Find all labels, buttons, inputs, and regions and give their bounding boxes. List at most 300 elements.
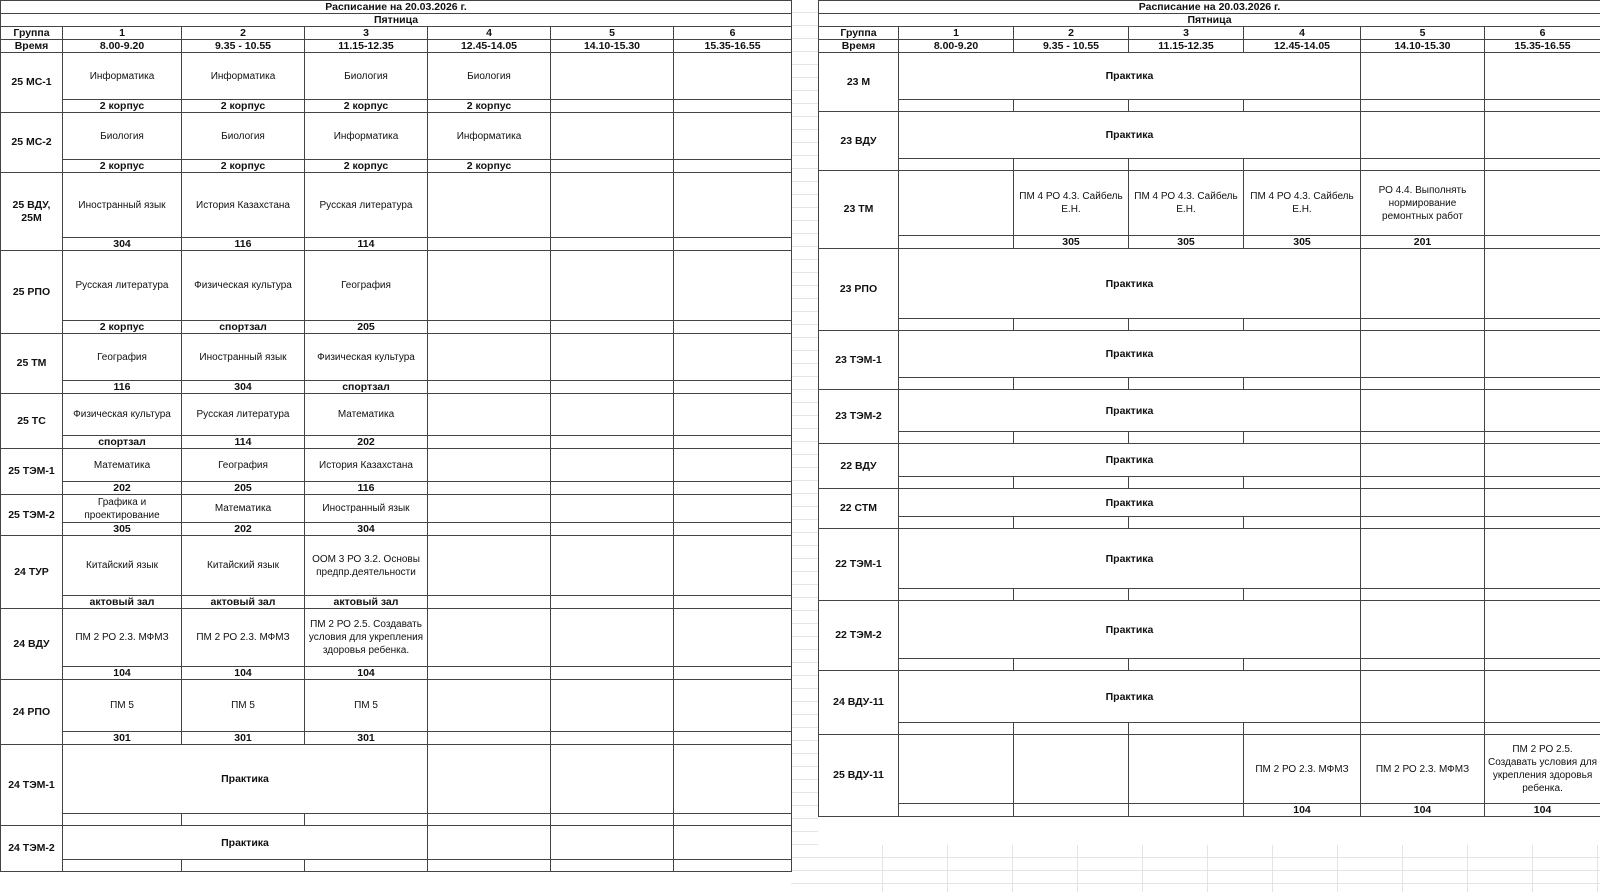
room-cell bbox=[1129, 659, 1244, 671]
room-cell: 2 корпус bbox=[305, 160, 428, 173]
subject-cell: Иностранный язык bbox=[63, 173, 182, 238]
group-name: 23 РПО bbox=[819, 249, 899, 331]
room-cell bbox=[551, 100, 674, 113]
room-cell bbox=[1244, 319, 1361, 331]
schedule-title: Расписание на 20.03.2026 г. bbox=[819, 1, 1600, 14]
room-cell: актовый зал bbox=[63, 596, 182, 609]
group-name: 24 ТЭМ-2 bbox=[1, 826, 63, 872]
subject-cell bbox=[551, 680, 674, 732]
room-cell bbox=[1014, 477, 1129, 489]
group-name: 25 ТС bbox=[1, 394, 63, 449]
room-cell bbox=[899, 432, 1014, 444]
empty-cell bbox=[1485, 601, 1600, 659]
group-column-header: Группа bbox=[1, 27, 63, 40]
subject-cell bbox=[674, 680, 792, 732]
room-cell bbox=[1129, 589, 1244, 601]
subject-cell: Информатика bbox=[63, 53, 182, 100]
room-cell: 304 bbox=[182, 381, 305, 394]
room-cell bbox=[1485, 236, 1600, 249]
subject-cell: ПМ 5 bbox=[63, 680, 182, 732]
subject-cell: ПМ 4 РО 4.3. Сайбель Е.Н. bbox=[1014, 171, 1129, 236]
room-cell: 202 bbox=[305, 436, 428, 449]
room-cell: 104 bbox=[63, 667, 182, 680]
empty-cell bbox=[551, 826, 674, 860]
room-cell: 2 корпус bbox=[428, 160, 551, 173]
room-cell bbox=[1485, 378, 1600, 390]
room-cell: 116 bbox=[305, 482, 428, 495]
room-cell bbox=[674, 436, 792, 449]
subject-cell bbox=[428, 609, 551, 667]
room-cell: 2 корпус bbox=[182, 100, 305, 113]
practice-cell: Практика bbox=[899, 112, 1361, 159]
room-cell: 116 bbox=[63, 381, 182, 394]
subject-cell: ПМ 2 РО 2.5. Создавать условия для укрепления здоровья ребенка. bbox=[1485, 735, 1600, 804]
practice-cell: Практика bbox=[63, 826, 428, 860]
room-cell bbox=[899, 319, 1014, 331]
pair-time-header: 15.35-16.55 bbox=[1485, 40, 1600, 53]
practice-cell: Практика bbox=[899, 489, 1361, 517]
empty-cell bbox=[674, 745, 792, 814]
room-cell bbox=[551, 667, 674, 680]
subject-cell: Биология bbox=[63, 113, 182, 160]
group-name: 23 ТЭМ-2 bbox=[819, 390, 899, 444]
pair-time-header: 11.15-12.35 bbox=[1129, 40, 1244, 53]
subject-cell bbox=[551, 495, 674, 523]
room-cell bbox=[899, 589, 1014, 601]
pair-time-header: 14.10-15.30 bbox=[551, 40, 674, 53]
empty-cell bbox=[1485, 444, 1600, 477]
subject-cell: Математика bbox=[63, 449, 182, 482]
subject-cell bbox=[428, 251, 551, 321]
subject-cell bbox=[428, 173, 551, 238]
pair-number-header: 6 bbox=[674, 27, 792, 40]
room-cell bbox=[428, 238, 551, 251]
schedule-table-left bbox=[0, 0, 792, 872]
empty-cell bbox=[1361, 390, 1485, 432]
room-cell bbox=[1361, 723, 1485, 735]
practice-cell: Практика bbox=[63, 745, 428, 814]
empty-cell bbox=[1361, 112, 1485, 159]
subject-cell: Иностранный язык bbox=[305, 495, 428, 523]
group-name: 23 ТМ bbox=[819, 171, 899, 249]
room-cell bbox=[1361, 589, 1485, 601]
room-cell: актовый зал bbox=[182, 596, 305, 609]
room-cell bbox=[1129, 723, 1244, 735]
room-cell bbox=[1129, 477, 1244, 489]
subject-cell: ПМ 4 РО 4.3. Сайбель Е.Н. bbox=[1244, 171, 1361, 236]
subject-cell bbox=[551, 394, 674, 436]
room-cell bbox=[1485, 517, 1600, 529]
group-name: 25 РПО bbox=[1, 251, 63, 334]
subject-cell bbox=[674, 609, 792, 667]
empty-cell bbox=[551, 745, 674, 814]
room-cell bbox=[1014, 378, 1129, 390]
room-cell bbox=[551, 321, 674, 334]
room-cell bbox=[1014, 517, 1129, 529]
room-cell bbox=[1014, 804, 1129, 817]
room-cell: 301 bbox=[63, 732, 182, 745]
pair-number-header: 1 bbox=[63, 27, 182, 40]
pair-time-header: 15.35-16.55 bbox=[674, 40, 792, 53]
room-cell bbox=[899, 159, 1014, 171]
room-cell bbox=[551, 160, 674, 173]
group-name: 25 МС-2 bbox=[1, 113, 63, 173]
group-name: 23 ТЭМ-1 bbox=[819, 331, 899, 390]
room-cell bbox=[1485, 659, 1600, 671]
room-cell bbox=[1361, 517, 1485, 529]
subject-cell: Биология bbox=[305, 53, 428, 100]
empty-cell bbox=[1361, 249, 1485, 319]
practice-cell: Практика bbox=[899, 601, 1361, 659]
room-cell bbox=[428, 381, 551, 394]
room-cell: 305 bbox=[1014, 236, 1129, 249]
group-name: 23 М bbox=[819, 53, 899, 112]
pair-number-header: 5 bbox=[1361, 27, 1485, 40]
subject-cell bbox=[428, 680, 551, 732]
room-cell: актовый зал bbox=[305, 596, 428, 609]
room-cell bbox=[305, 860, 428, 872]
room-cell bbox=[1485, 477, 1600, 489]
room-cell bbox=[674, 482, 792, 495]
room-cell bbox=[674, 100, 792, 113]
room-cell: 2 корпус bbox=[182, 160, 305, 173]
room-cell: 201 bbox=[1361, 236, 1485, 249]
room-cell bbox=[182, 814, 305, 826]
room-cell bbox=[428, 523, 551, 536]
room-cell: 205 bbox=[305, 321, 428, 334]
room-cell bbox=[1244, 100, 1361, 112]
empty-cell bbox=[1485, 249, 1600, 319]
room-cell: 304 bbox=[63, 238, 182, 251]
subject-cell bbox=[674, 495, 792, 523]
room-cell bbox=[1485, 159, 1600, 171]
empty-cell bbox=[1485, 331, 1600, 378]
room-cell bbox=[1361, 659, 1485, 671]
empty-cell bbox=[1361, 53, 1485, 100]
room-cell bbox=[1485, 100, 1600, 112]
subject-cell: Биология bbox=[428, 53, 551, 100]
room-cell bbox=[1129, 159, 1244, 171]
subject-cell: ПМ 2 РО 2.5. Создавать условия для укрепления здоровья ребенка. bbox=[305, 609, 428, 667]
subject-cell: ПМ 4 РО 4.3. Сайбель Е.Н. bbox=[1129, 171, 1244, 236]
empty-cell bbox=[1485, 671, 1600, 723]
room-cell bbox=[1485, 432, 1600, 444]
room-cell bbox=[1014, 659, 1129, 671]
subject-cell: Информатика bbox=[305, 113, 428, 160]
room-cell: 114 bbox=[305, 238, 428, 251]
subject-cell bbox=[674, 394, 792, 436]
group-name: 25 ТЭМ-1 bbox=[1, 449, 63, 495]
subject-cell: Иностранный язык bbox=[182, 334, 305, 381]
subject-cell: Русская литература bbox=[182, 394, 305, 436]
subject-cell: Информатика bbox=[428, 113, 551, 160]
subject-cell bbox=[674, 334, 792, 381]
pair-time-header: 11.15-12.35 bbox=[305, 40, 428, 53]
subject-cell: География bbox=[182, 449, 305, 482]
subject-cell: Китайский язык bbox=[63, 536, 182, 596]
group-name: 24 ВДУ-11 bbox=[819, 671, 899, 735]
group-name: 24 РПО bbox=[1, 680, 63, 745]
subject-cell bbox=[899, 171, 1014, 236]
room-cell bbox=[1014, 723, 1129, 735]
room-cell bbox=[428, 667, 551, 680]
room-cell: 104 bbox=[1244, 804, 1361, 817]
subject-cell bbox=[551, 53, 674, 100]
room-cell: 2 корпус bbox=[428, 100, 551, 113]
room-cell bbox=[1129, 804, 1244, 817]
empty-cell bbox=[1361, 489, 1485, 517]
room-cell bbox=[63, 814, 182, 826]
room-cell bbox=[428, 860, 551, 872]
room-cell bbox=[551, 814, 674, 826]
practice-cell: Практика bbox=[899, 529, 1361, 589]
subject-cell: ПМ 2 РО 2.3. МФМЗ bbox=[1361, 735, 1485, 804]
room-cell: 301 bbox=[305, 732, 428, 745]
room-cell bbox=[551, 523, 674, 536]
group-name: 24 ВДУ bbox=[1, 609, 63, 680]
room-cell bbox=[182, 860, 305, 872]
subject-cell bbox=[551, 449, 674, 482]
subject-cell bbox=[551, 609, 674, 667]
room-cell bbox=[674, 732, 792, 745]
subject-cell: Математика bbox=[305, 394, 428, 436]
room-cell bbox=[428, 732, 551, 745]
subject-cell: Графика и проектирование bbox=[63, 495, 182, 523]
practice-cell: Практика bbox=[899, 249, 1361, 319]
room-cell: 202 bbox=[63, 482, 182, 495]
pair-number-header: 4 bbox=[1244, 27, 1361, 40]
room-cell: 305 bbox=[63, 523, 182, 536]
subject-cell: РО 4.4. Выполнять нормирование ремонтных работ bbox=[1361, 171, 1485, 236]
subject-cell: ПМ 5 bbox=[305, 680, 428, 732]
day-of-week: Пятница bbox=[1, 14, 792, 27]
room-cell bbox=[1244, 589, 1361, 601]
subject-cell: Физическая культура bbox=[182, 251, 305, 321]
room-cell: спортзал bbox=[305, 381, 428, 394]
room-cell bbox=[1244, 723, 1361, 735]
room-cell: 202 bbox=[182, 523, 305, 536]
room-cell bbox=[899, 100, 1014, 112]
room-cell: 305 bbox=[1129, 236, 1244, 249]
practice-cell: Практика bbox=[899, 390, 1361, 432]
room-cell: 2 корпус bbox=[63, 100, 182, 113]
subject-cell bbox=[551, 251, 674, 321]
room-cell bbox=[551, 436, 674, 449]
room-cell bbox=[1129, 378, 1244, 390]
group-name: 25 ТМ bbox=[1, 334, 63, 394]
pair-time-header: 12.45-14.05 bbox=[1244, 40, 1361, 53]
subject-cell bbox=[899, 735, 1014, 804]
room-cell: 301 bbox=[182, 732, 305, 745]
sheet-gridlines bbox=[791, 0, 818, 892]
room-cell: 2 корпус bbox=[63, 321, 182, 334]
room-cell: 104 bbox=[182, 667, 305, 680]
group-name: 22 ТЭМ-1 bbox=[819, 529, 899, 601]
subject-cell: Физическая культура bbox=[63, 394, 182, 436]
room-cell bbox=[428, 596, 551, 609]
room-cell bbox=[899, 477, 1014, 489]
subject-cell bbox=[674, 536, 792, 596]
subject-cell: Русская литература bbox=[63, 251, 182, 321]
empty-cell bbox=[1361, 331, 1485, 378]
group-name: 24 ТЭМ-1 bbox=[1, 745, 63, 826]
subject-cell bbox=[674, 251, 792, 321]
room-cell: 2 корпус bbox=[63, 160, 182, 173]
subject-cell bbox=[428, 536, 551, 596]
room-cell bbox=[899, 236, 1014, 249]
pair-time-header: 12.45-14.05 bbox=[428, 40, 551, 53]
subject-cell bbox=[428, 495, 551, 523]
room-cell bbox=[674, 814, 792, 826]
room-cell bbox=[1361, 100, 1485, 112]
subject-cell bbox=[1129, 735, 1244, 804]
subject-cell: Математика bbox=[182, 495, 305, 523]
room-cell bbox=[551, 596, 674, 609]
subject-cell: Русская литература bbox=[305, 173, 428, 238]
subject-cell bbox=[674, 53, 792, 100]
subject-cell: ПМ 2 РО 2.3. МФМЗ bbox=[1244, 735, 1361, 804]
room-cell bbox=[428, 436, 551, 449]
subject-cell: География bbox=[63, 334, 182, 381]
room-cell bbox=[1014, 319, 1129, 331]
empty-cell bbox=[1361, 529, 1485, 589]
subject-cell bbox=[1485, 171, 1600, 236]
schedule-title: Расписание на 20.03.2026 г. bbox=[1, 1, 792, 14]
room-cell bbox=[1244, 378, 1361, 390]
pair-number-header: 3 bbox=[1129, 27, 1244, 40]
subject-cell: География bbox=[305, 251, 428, 321]
empty-cell bbox=[1485, 529, 1600, 589]
time-row-header: Время bbox=[1, 40, 63, 53]
pair-number-header: 2 bbox=[182, 27, 305, 40]
subject-cell: ПМ 2 РО 2.3. МФМЗ bbox=[182, 609, 305, 667]
empty-cell bbox=[1361, 671, 1485, 723]
room-cell bbox=[1361, 432, 1485, 444]
room-cell bbox=[551, 482, 674, 495]
subject-cell: Физическая культура bbox=[305, 334, 428, 381]
group-name: 25 ТЭМ-2 bbox=[1, 495, 63, 536]
empty-cell bbox=[1485, 390, 1600, 432]
pair-time-header: 9.35 - 10.55 bbox=[1014, 40, 1129, 53]
empty-cell bbox=[1485, 53, 1600, 100]
room-cell bbox=[1244, 517, 1361, 529]
room-cell bbox=[1244, 159, 1361, 171]
room-cell bbox=[428, 482, 551, 495]
subject-cell bbox=[428, 334, 551, 381]
subject-cell: Китайский язык bbox=[182, 536, 305, 596]
room-cell: 116 bbox=[182, 238, 305, 251]
room-cell bbox=[1244, 477, 1361, 489]
pair-number-header: 2 bbox=[1014, 27, 1129, 40]
room-cell bbox=[1244, 432, 1361, 444]
empty-cell bbox=[428, 826, 551, 860]
subject-cell: История Казахстана bbox=[182, 173, 305, 238]
room-cell bbox=[674, 596, 792, 609]
sheet-gridlines-bottom bbox=[818, 845, 1600, 892]
room-cell bbox=[1361, 477, 1485, 489]
room-cell bbox=[305, 814, 428, 826]
room-cell: спортзал bbox=[182, 321, 305, 334]
subject-cell bbox=[551, 536, 674, 596]
room-cell bbox=[428, 814, 551, 826]
subject-cell bbox=[428, 394, 551, 436]
room-cell bbox=[1361, 159, 1485, 171]
room-cell bbox=[1129, 432, 1244, 444]
room-cell bbox=[1014, 159, 1129, 171]
practice-cell: Практика bbox=[899, 331, 1361, 378]
pair-time-header: 8.00-9.20 bbox=[63, 40, 182, 53]
room-cell: 104 bbox=[1485, 804, 1600, 817]
room-cell bbox=[551, 381, 674, 394]
room-cell bbox=[899, 804, 1014, 817]
subject-cell bbox=[551, 173, 674, 238]
subject-cell bbox=[551, 334, 674, 381]
subject-cell: ПМ 2 РО 2.3. МФМЗ bbox=[63, 609, 182, 667]
room-cell bbox=[899, 378, 1014, 390]
group-name: 24 ТУР bbox=[1, 536, 63, 609]
room-cell bbox=[674, 667, 792, 680]
time-row-header: Время bbox=[819, 40, 899, 53]
room-cell bbox=[899, 723, 1014, 735]
empty-cell bbox=[1485, 489, 1600, 517]
group-name: 22 ТЭМ-2 bbox=[819, 601, 899, 671]
room-cell bbox=[1014, 432, 1129, 444]
room-cell bbox=[1244, 659, 1361, 671]
pair-number-header: 1 bbox=[899, 27, 1014, 40]
empty-cell bbox=[1361, 444, 1485, 477]
subject-cell bbox=[1014, 735, 1129, 804]
subject-cell: Биология bbox=[182, 113, 305, 160]
room-cell: 104 bbox=[305, 667, 428, 680]
group-name: 25 МС-1 bbox=[1, 53, 63, 113]
pair-time-header: 8.00-9.20 bbox=[899, 40, 1014, 53]
room-cell bbox=[1129, 100, 1244, 112]
room-cell bbox=[674, 860, 792, 872]
subject-cell: ООМ 3 РО 3.2. Основы предпр.деятельности bbox=[305, 536, 428, 596]
pair-number-header: 4 bbox=[428, 27, 551, 40]
room-cell: 205 bbox=[182, 482, 305, 495]
practice-cell: Практика bbox=[899, 671, 1361, 723]
subject-cell bbox=[674, 449, 792, 482]
room-cell bbox=[551, 860, 674, 872]
group-name: 25 ВДУ-11 bbox=[819, 735, 899, 817]
pair-time-header: 9.35 - 10.55 bbox=[182, 40, 305, 53]
room-cell bbox=[674, 160, 792, 173]
group-name: 22 ВДУ bbox=[819, 444, 899, 489]
room-cell bbox=[674, 381, 792, 394]
room-cell bbox=[1485, 589, 1600, 601]
room-cell: спортзал bbox=[63, 436, 182, 449]
subject-cell: ПМ 5 bbox=[182, 680, 305, 732]
room-cell: 2 корпус bbox=[305, 100, 428, 113]
empty-cell bbox=[674, 826, 792, 860]
room-cell bbox=[674, 321, 792, 334]
room-cell bbox=[1129, 319, 1244, 331]
room-cell bbox=[1014, 589, 1129, 601]
subject-cell: История Казахстана bbox=[305, 449, 428, 482]
room-cell: 114 bbox=[182, 436, 305, 449]
pair-time-header: 14.10-15.30 bbox=[1361, 40, 1485, 53]
day-of-week: Пятница bbox=[819, 14, 1600, 27]
room-cell bbox=[1485, 723, 1600, 735]
schedule-table-right bbox=[818, 0, 1600, 817]
room-cell bbox=[899, 517, 1014, 529]
practice-cell: Практика bbox=[899, 53, 1361, 100]
room-cell: 305 bbox=[1244, 236, 1361, 249]
room-cell bbox=[428, 321, 551, 334]
room-cell bbox=[1361, 319, 1485, 331]
room-cell bbox=[1014, 100, 1129, 112]
